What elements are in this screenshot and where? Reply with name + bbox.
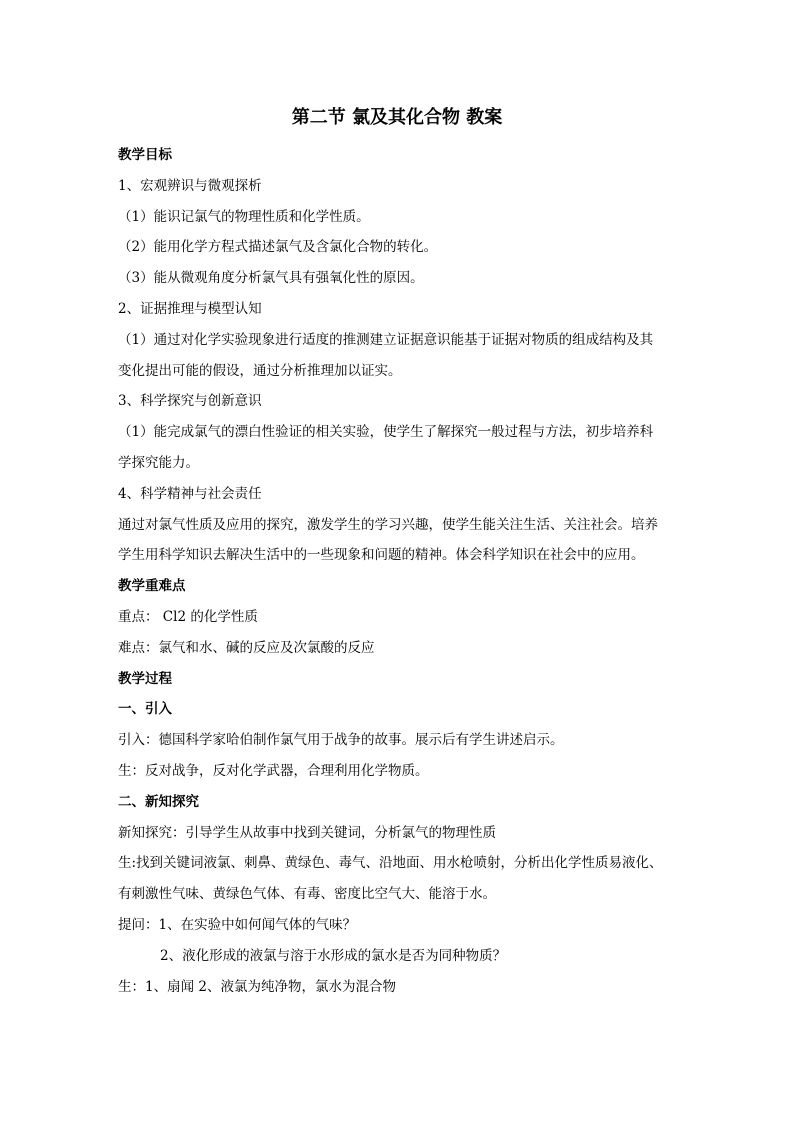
text-line: （1）通过对化学实验现象进行适度的推测建立证据意识能基于证据对物质的组成结构及其	[118, 331, 654, 348]
text-line: 有刺激性气味、黄绿色气体、有毒、密度比空气大、能溶于水。	[118, 886, 496, 903]
text-line: （2）能用化学方程式描述氯气及含氯化合物的转化。	[118, 239, 438, 256]
text-line: 生：1、扇闻 2、液氯为纯净物，氯水为混合物	[118, 978, 396, 995]
page-title: 第二节 氯及其化合物 教案	[291, 107, 503, 128]
text-line: 通过对氯气性质及应用的探究，激发学生的学习兴趣，使学生能关注生活、关注社会。培养	[118, 516, 658, 533]
text-line: 生：反对战争，反对化学武器，合理利用化学物质。	[118, 762, 429, 779]
document-body	[118, 140, 678, 1002]
text-line: 变化提出可能的假设，通过分析推理加以证实。	[118, 362, 402, 379]
section-heading: 教学重难点	[118, 578, 186, 595]
text-line: （1）能识记氯气的物理性质和化学性质。	[118, 208, 370, 225]
text-line: 学探究能力。	[118, 454, 199, 471]
text-line: 引入：德国科学家哈伯制作氯气用于战争的故事。展示后有学生讲述启示。	[118, 732, 564, 749]
section-heading: 二、新知探究	[118, 793, 199, 810]
text-line: 3、科学探究与创新意识	[118, 393, 262, 410]
section-heading: 一、引入	[118, 701, 172, 718]
text-line: （1）能完成氯气的漂白性验证的相关实验，使学生了解探究一般过程与方法，初步培养科	[118, 424, 654, 441]
text-line: 提问：1、在实验中如何闻气体的气味？	[118, 916, 357, 933]
section-heading: 教学过程	[118, 670, 172, 687]
text-line: 生:找到关键词液氯、刺鼻、黄绿色、毒气、沿地面、用水枪喷射，分析出化学性质易液化、	[118, 855, 663, 872]
text-line: （3）能从微观角度分析氯气具有强氧化性的原因。	[118, 270, 424, 287]
text-line: 重点： Cl2 的化学性质	[118, 608, 258, 625]
text-line: 1、宏观辨识与微观探析	[118, 177, 262, 194]
text-line: 2、证据推理与模型认知	[118, 300, 262, 317]
text-line: 4、科学精神与社会责任	[118, 485, 262, 502]
text-line: 难点：氯气和水、碱的反应及次氯酸的反应	[118, 639, 375, 656]
text-line: 学生用科学知识去解决生活中的一些现象和问题的精神。体会科学知识在社会中的应用。	[118, 547, 645, 564]
section-heading: 教学目标	[118, 147, 172, 163]
text-line: 新知探究：引导学生从故事中找到关键词，分析氯气的物理性质	[118, 824, 496, 841]
text-line: 2、液化形成的液氯与溶于水形成的氯水是否为同种物质？	[160, 947, 507, 964]
